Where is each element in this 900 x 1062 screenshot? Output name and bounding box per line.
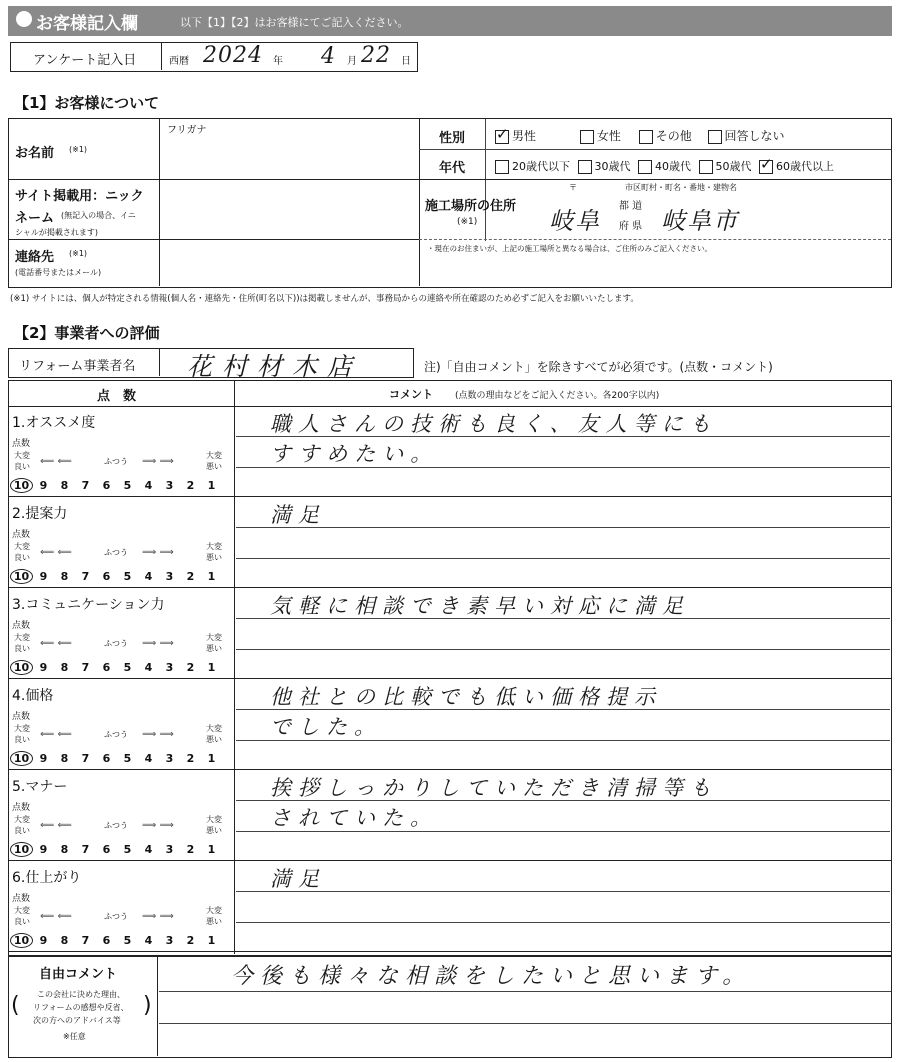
score-option[interactable]: 2	[186, 934, 195, 947]
checkbox-icon[interactable]	[699, 160, 713, 174]
evaluation-row	[8, 406, 892, 497]
score-option[interactable]: 5	[123, 479, 132, 492]
city-value[interactable]: 岐阜市	[661, 207, 739, 235]
month-unit: 月	[347, 56, 357, 67]
score-option[interactable]: 3	[165, 479, 174, 492]
score-option[interactable]: 7	[81, 570, 90, 583]
pref-suffix-2: 府 県	[619, 221, 643, 232]
gender-option-other[interactable]	[639, 129, 692, 143]
age-option-label: 50歳代	[715, 160, 752, 173]
arrow-right-icon: ⟹ ⟹	[142, 547, 174, 558]
score-option[interactable]: 1	[207, 752, 216, 765]
age-options	[495, 155, 834, 174]
score-option[interactable]: 3	[165, 661, 174, 674]
score-option[interactable]: 7	[81, 843, 90, 856]
arrow-right-icon: ⟹ ⟹	[142, 729, 174, 740]
score-option[interactable]: 7	[81, 752, 90, 765]
score-scale	[10, 478, 222, 493]
criterion-title: 5.マナー	[12, 779, 68, 795]
free-note-2: リフォームの感想や反省、	[33, 1003, 129, 1012]
score-option[interactable]: 10	[10, 933, 33, 948]
score-option[interactable]: 9	[39, 661, 48, 674]
score-option[interactable]: 5	[123, 934, 132, 947]
score-option[interactable]: 6	[102, 570, 111, 583]
section2-title: 【2】事業者への評価	[14, 324, 160, 342]
arrow-left-icon: ⟸ ⟸	[40, 911, 72, 922]
age-option-label: 20歳代以下	[512, 160, 570, 173]
required-note: 注)「自由コメント」を除きすべてが必須です。(点数・コメント)	[424, 360, 773, 374]
age-option-20s[interactable]	[495, 160, 570, 173]
score-option[interactable]: 2	[186, 479, 195, 492]
bad-label: 大変悪い	[206, 906, 222, 926]
company-label: リフォーム事業者名	[19, 359, 136, 374]
checkbox-checked-icon[interactable]: ✓	[760, 155, 773, 173]
age-option-50s[interactable]	[699, 160, 752, 173]
column-comment-note: (点数の理由などをご記入ください。各200字以内)	[455, 391, 660, 401]
company-name-value[interactable]: 花村材木店	[187, 352, 363, 381]
bad-label: 大変悪い	[206, 815, 222, 835]
free-note-close-paren: )	[143, 993, 152, 1018]
free-note-1: この会社に決めた理由、	[37, 990, 125, 999]
score-option[interactable]: 4	[144, 570, 153, 583]
score-scale	[10, 842, 222, 857]
score-option[interactable]: 5	[123, 752, 132, 765]
score-label: 点数	[12, 530, 31, 540]
score-option[interactable]: 2	[186, 752, 195, 765]
checkbox-icon[interactable]	[495, 160, 509, 174]
middle-label: ふつう	[104, 548, 128, 557]
comment-line-2[interactable]: でした。	[270, 715, 382, 739]
score-option[interactable]: 10	[10, 751, 33, 766]
score-label: 点数	[12, 712, 31, 722]
evaluation-row	[8, 588, 892, 679]
evaluation-row	[8, 770, 892, 861]
comment-line-1[interactable]: 挨拶しっかりしていただき清掃等も	[270, 776, 718, 800]
contact-note-1: (※1)	[69, 249, 88, 258]
checkbox-icon[interactable]	[639, 130, 653, 144]
score-option[interactable]: 4	[144, 934, 153, 947]
comment-line-1[interactable]: 満足	[270, 867, 326, 891]
name-note: (※1)	[69, 145, 88, 154]
checkbox-icon[interactable]	[708, 130, 722, 144]
privacy-footnote: (※1) サイトには、個人が特定される情報(個人名・連絡先・住所(町名以下))は掲載しませんが、事務局からの連絡や所在確認のため必ずご記入をお願いいたします。	[10, 294, 639, 304]
nickname-label-2: ネーム	[15, 211, 55, 226]
gender-option-label: 男性	[512, 129, 537, 143]
score-option[interactable]: 9	[39, 752, 48, 765]
score-option[interactable]: 9	[39, 570, 48, 583]
checkbox-icon[interactable]	[638, 160, 652, 174]
score-option[interactable]: 3	[165, 570, 174, 583]
prefecture-value[interactable]: 岐阜	[549, 207, 601, 235]
score-scale	[10, 751, 222, 766]
bad-label: 大変悪い	[206, 451, 222, 471]
contact-note-2: (電話番号またはメール)	[15, 268, 102, 277]
score-option[interactable]: 10	[10, 569, 33, 584]
gender-options	[495, 124, 785, 144]
age-option-40s[interactable]	[638, 160, 691, 173]
score-option[interactable]: 9	[39, 934, 48, 947]
arrow-left-icon: ⟸ ⟸	[40, 729, 72, 740]
arrow-left-icon: ⟸ ⟸	[40, 456, 72, 467]
age-option-30s[interactable]	[578, 160, 631, 173]
middle-label: ふつう	[104, 912, 128, 921]
score-option[interactable]: 1	[207, 570, 216, 583]
middle-label: ふつう	[104, 639, 128, 648]
column-score-header: 点 数	[97, 389, 137, 404]
score-scale	[10, 569, 222, 584]
free-note-open-paren: (	[11, 993, 20, 1018]
address-header: 〒 市区町村・町名・番地・建物名	[569, 183, 737, 192]
good-label: 大変良い	[14, 542, 30, 562]
age-option-60s[interactable]	[759, 155, 834, 173]
comment-line-2[interactable]: されていた。	[270, 806, 438, 830]
era-label: 西暦	[169, 56, 189, 67]
score-option[interactable]: 2	[186, 570, 195, 583]
score-option[interactable]: 8	[60, 661, 69, 674]
name-label: お名前	[15, 146, 55, 161]
bad-label: 大変悪い	[206, 542, 222, 562]
evaluation-row	[8, 861, 892, 952]
gender-option-none[interactable]	[708, 129, 785, 143]
bad-label: 大変悪い	[206, 633, 222, 653]
criterion-title: 2.提案力	[12, 506, 68, 522]
score-option[interactable]: 6	[102, 934, 111, 947]
gender-label: 性別	[439, 131, 466, 146]
score-option[interactable]: 8	[60, 843, 69, 856]
address-footnote: ・現在のお住まいが、上記の施工場所と異なる場合は、ご住所のみご記入ください。	[427, 244, 712, 253]
contact-label: 連絡先	[15, 250, 55, 265]
comment-line-1[interactable]: 気軽に相談でき素早い対応に満足	[270, 594, 690, 618]
age-option-label: 60歳代以上	[776, 160, 834, 173]
score-option[interactable]: 7	[81, 661, 90, 674]
good-label: 大変良い	[14, 906, 30, 926]
free-note-3: 次の方へのアドバイス等	[33, 1016, 121, 1025]
header-bullet-icon	[16, 11, 32, 27]
bad-label: 大変悪い	[206, 724, 222, 744]
header-title: お客様記入欄	[36, 14, 138, 34]
arrow-right-icon: ⟹ ⟹	[142, 820, 174, 831]
score-option[interactable]: 4	[144, 843, 153, 856]
score-option[interactable]: 10	[10, 660, 33, 675]
score-option[interactable]: 8	[60, 934, 69, 947]
good-label: 大変良い	[14, 451, 30, 471]
age-option-label: 40歳代	[655, 160, 691, 173]
score-option[interactable]: 2	[186, 661, 195, 674]
gender-option-label: 女性	[596, 129, 621, 143]
arrow-left-icon: ⟸ ⟸	[40, 820, 72, 831]
comment-line-1[interactable]: 満足	[270, 503, 326, 527]
score-option[interactable]: 3	[165, 843, 174, 856]
score-option[interactable]: 7	[81, 479, 90, 492]
middle-label: ふつう	[104, 457, 128, 466]
score-label: 点数	[12, 803, 31, 813]
good-label: 大変良い	[14, 815, 30, 835]
arrow-right-icon: ⟹ ⟹	[142, 911, 174, 922]
company-name-row	[8, 348, 414, 381]
middle-label: ふつう	[104, 730, 128, 739]
pref-suffix-1: 都 道	[619, 201, 643, 212]
score-option[interactable]: 1	[207, 661, 216, 674]
score-option[interactable]: 6	[102, 479, 111, 492]
furigana-label: フリガナ	[167, 125, 207, 136]
comment-line-1[interactable]: 職人さんの技術も良く、友人等にも	[270, 412, 718, 436]
score-option[interactable]: 8	[60, 752, 69, 765]
section1-title: 【1】お客様について	[14, 94, 160, 112]
checkbox-icon[interactable]	[578, 160, 592, 174]
day-value[interactable]: 22	[361, 43, 391, 68]
score-option[interactable]: 4	[144, 752, 153, 765]
score-option[interactable]: 1	[207, 843, 216, 856]
gender-option-female[interactable]	[580, 129, 621, 143]
score-option[interactable]: 6	[102, 843, 111, 856]
score-option[interactable]: 1	[207, 934, 216, 947]
gender-option-label: その他	[655, 129, 692, 143]
score-label: 点数	[12, 439, 31, 449]
score-option[interactable]: 4	[144, 479, 153, 492]
score-option[interactable]: 10	[10, 842, 33, 857]
checkbox-icon[interactable]	[580, 130, 594, 144]
score-scale	[10, 933, 222, 948]
comment-line-2[interactable]: すすめたい。	[270, 442, 439, 466]
score-label: 点数	[12, 894, 31, 904]
survey-date-label: アンケート記入日	[33, 53, 137, 68]
score-scale	[10, 660, 222, 675]
score-label: 点数	[12, 621, 31, 631]
column-comment-header: コメント	[389, 388, 433, 401]
arrow-left-icon: ⟸ ⟸	[40, 547, 72, 558]
score-option[interactable]: 9	[39, 843, 48, 856]
free-comment-value[interactable]: 今後も様々な相談をしたいと思います。	[231, 964, 752, 989]
year-unit: 年	[273, 56, 283, 67]
header-bar	[8, 6, 892, 36]
score-option[interactable]: 3	[165, 752, 174, 765]
score-option[interactable]: 2	[186, 843, 195, 856]
year-value[interactable]: 2024	[203, 43, 263, 68]
address-note: (※1)	[457, 217, 478, 227]
comment-line-1[interactable]: 他社との比較でも低い価格提示	[270, 685, 662, 709]
score-option[interactable]: 1	[207, 479, 216, 492]
evaluation-row	[8, 497, 892, 588]
criterion-title: 6.仕上がり	[12, 870, 82, 886]
good-label: 大変良い	[14, 724, 30, 744]
evaluation-row	[8, 679, 892, 770]
age-option-label: 30歳代	[594, 160, 631, 173]
gender-option-male[interactable]	[495, 124, 537, 143]
nickname-label-1: サイト掲載用：ニック	[15, 189, 144, 204]
middle-label: ふつう	[104, 821, 128, 830]
address-label: 施工場所の住所	[425, 199, 517, 214]
free-comment-box	[8, 956, 892, 1058]
arrow-right-icon: ⟹ ⟹	[142, 456, 174, 467]
score-option[interactable]: 4	[144, 661, 153, 674]
day-unit: 日	[401, 56, 411, 67]
gender-option-label: 回答しない	[724, 129, 785, 143]
month-value[interactable]: 4	[321, 44, 341, 69]
nickname-note-1: (無記入の場合、イニ	[61, 211, 136, 220]
checkbox-checked-icon[interactable]: ✓	[496, 124, 509, 143]
header-note: 以下【1】【2】はお客様にてご記入ください。	[180, 16, 409, 29]
survey-date-row	[10, 42, 418, 72]
score-option[interactable]: 3	[165, 934, 174, 947]
score-option[interactable]: 9	[39, 479, 48, 492]
free-comment-label: 自由コメント	[39, 967, 118, 982]
criterion-title: 3.コミュニケーション力	[12, 597, 165, 613]
score-option[interactable]: 5	[123, 843, 132, 856]
score-option[interactable]: 5	[123, 661, 132, 674]
nickname-note-2: シャルが掲載されます)	[15, 228, 98, 237]
score-option[interactable]: 7	[81, 934, 90, 947]
arrow-right-icon: ⟹ ⟹	[142, 638, 174, 649]
customer-info-table	[8, 118, 892, 288]
good-label: 大変良い	[14, 633, 30, 653]
score-option[interactable]: 8	[60, 479, 69, 492]
arrow-left-icon: ⟸ ⟸	[40, 638, 72, 649]
criterion-title: 4.価格	[12, 688, 54, 704]
free-note-4: ※任意	[63, 1032, 86, 1041]
score-option[interactable]: 5	[123, 570, 132, 583]
score-option[interactable]: 10	[10, 478, 33, 493]
score-option[interactable]: 6	[102, 752, 111, 765]
criterion-title: 1.オススメ度	[12, 415, 96, 431]
score-option[interactable]: 8	[60, 570, 69, 583]
age-label: 年代	[439, 161, 466, 176]
score-option[interactable]: 6	[102, 661, 111, 674]
